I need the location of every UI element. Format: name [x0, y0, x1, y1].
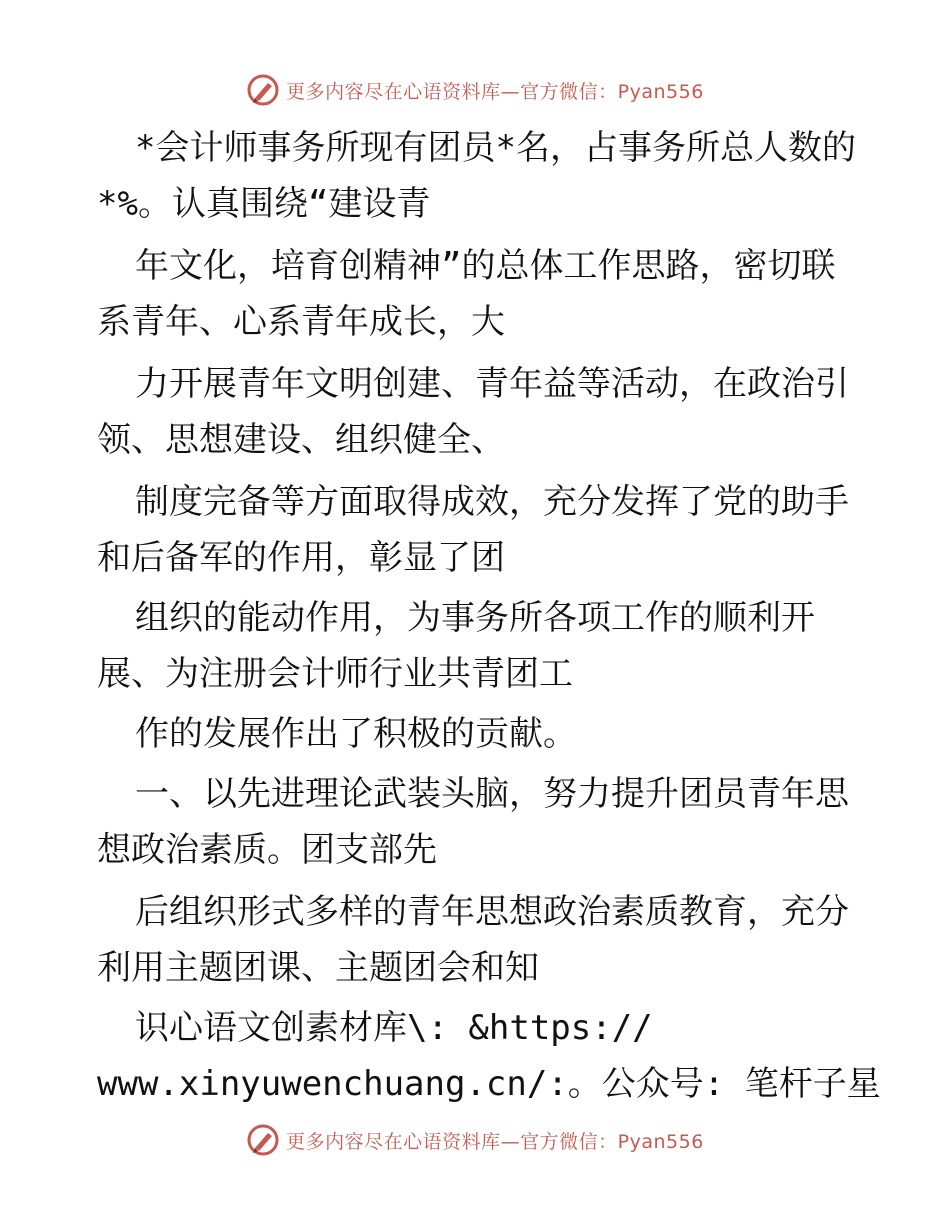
footer-banner	[0, 1120, 950, 1160]
text-line: 系青年、心系青年成长，大	[97, 302, 505, 342]
text-line: 识心语文创素材库\: &https://	[135, 1008, 653, 1048]
pen-logo-icon	[246, 73, 280, 107]
text-line: www.xinyuwenchuang.cn/:。公众号: 笔杆子星	[97, 1064, 881, 1104]
text-line: 想政治素质。团支部先	[97, 830, 437, 870]
text-line: 和后备军的作用，彰显了团	[97, 538, 505, 578]
header-banner	[0, 70, 950, 110]
pen-logo-icon	[246, 1123, 280, 1157]
text-line: 制度完备等方面取得成效，充分发挥了党的助手	[135, 482, 849, 522]
text-line: 组织的能动作用，为事务所各项工作的顺利开	[135, 598, 815, 638]
text-line: 后组织形式多样的青年思想政治素质教育，充分	[135, 892, 849, 932]
text-line: 力开展青年文明创建、青年益等活动，在政治引	[135, 364, 849, 404]
text-line: 利用主题团课、主题团会和知	[97, 948, 539, 988]
text-line: 领、思想建设、组织健全、	[97, 420, 505, 460]
text-line: 一、以先进理论武装头脑，努力提升团员青年思	[135, 774, 849, 814]
text-line: *%。认真围绕“建设青	[97, 184, 431, 224]
text-line: 作的发展作出了积极的贡献。	[135, 714, 577, 754]
text-line: *会计师事务所现有团员*名，占事务所总人数的	[135, 128, 856, 168]
text-line: 展、为注册会计师行业共青团工	[97, 654, 573, 694]
footer-banner-text: 更多内容尽在心语资料库—官方微信：Pyan556	[286, 1130, 704, 1153]
text-line: 年文化，培育创精神”的总体工作思路，密切联	[135, 246, 836, 286]
header-banner-text: 更多内容尽在心语资料库—官方微信：Pyan556	[286, 80, 704, 103]
